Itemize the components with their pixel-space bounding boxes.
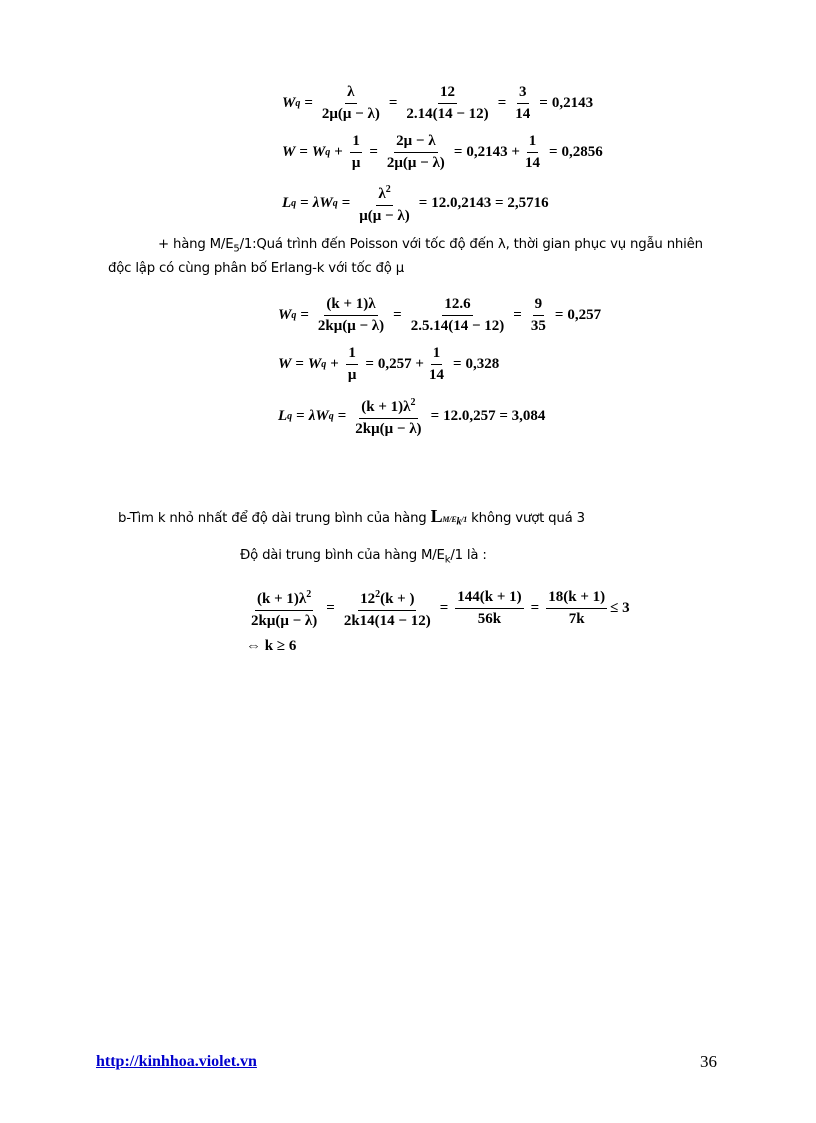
- equals: =: [304, 95, 313, 111]
- equals: =: [554, 307, 564, 323]
- text: không vượt quá 3: [471, 511, 585, 526]
- numerator: 18(k + 1): [546, 589, 607, 609]
- equals: =: [365, 356, 374, 372]
- num-text: (k + 1)λ: [257, 591, 307, 607]
- result: 0,257: [567, 307, 602, 323]
- fraction: [546, 589, 607, 628]
- equals: =: [300, 194, 309, 211]
- fraction: [529, 296, 548, 335]
- equals: =: [497, 95, 507, 111]
- equals: =: [299, 144, 308, 160]
- fraction: [342, 586, 433, 630]
- page-number: 36: [700, 1052, 717, 1071]
- num-text: 12: [360, 591, 376, 607]
- equation-wq-mm1: [282, 84, 593, 123]
- text: b-Tìm k nhỏ nhất để độ dài trung bình của hàng: [118, 511, 427, 526]
- fraction: [385, 133, 447, 172]
- numerator: 1: [527, 133, 539, 153]
- sub-text: /1: [461, 515, 468, 524]
- equals: =: [418, 194, 428, 211]
- denominator: 56k: [477, 610, 502, 627]
- denominator: 14: [428, 367, 444, 383]
- plus: +: [330, 356, 339, 372]
- result: 12.0,257 = 3,084: [443, 407, 546, 424]
- result: 0,328: [465, 356, 500, 372]
- symbol-L-sub: [442, 515, 468, 528]
- equals: =: [530, 599, 540, 616]
- var: λW: [308, 407, 329, 424]
- numerator: 2μ − λ: [394, 133, 437, 153]
- denominator: 2μ(μ − λ): [321, 106, 380, 122]
- paragraph-mean-length: [240, 548, 487, 566]
- fraction: [409, 296, 507, 335]
- denominator: 14: [515, 106, 531, 122]
- denominator: 14: [524, 155, 540, 171]
- var: W: [282, 95, 296, 111]
- fraction: [346, 345, 359, 384]
- var: L: [282, 194, 292, 211]
- num-text: λ: [378, 186, 386, 202]
- plus: +: [334, 144, 343, 160]
- equals: =: [430, 407, 440, 424]
- var: W: [282, 144, 296, 160]
- equals: =: [295, 356, 304, 372]
- result: 12.0,2143 = 2,5716: [431, 194, 549, 211]
- denominator: 2.14(14 − 12): [406, 106, 489, 122]
- numerator: 12: [438, 84, 457, 104]
- term: 0,257 +: [377, 356, 424, 372]
- denominator: μ: [351, 155, 361, 171]
- paragraph-erlang-line1: [158, 237, 703, 255]
- var: W: [278, 356, 292, 372]
- equals: =: [341, 194, 351, 211]
- fraction: [316, 296, 386, 335]
- var-sub: q: [321, 359, 327, 370]
- numerator: 12.6: [442, 296, 472, 316]
- exponent: 2: [375, 589, 381, 600]
- var: W: [307, 356, 322, 372]
- symbol-L: L: [430, 506, 443, 526]
- equals: =: [439, 599, 449, 616]
- denominator: 2.5.14(14 − 12): [410, 318, 505, 334]
- numerator: [255, 586, 313, 611]
- numerator: (k + 1)λ: [324, 296, 377, 316]
- conclusion: [246, 638, 296, 655]
- equals: =: [296, 407, 305, 424]
- numerator: 1: [431, 345, 443, 365]
- var: L: [278, 407, 288, 424]
- numerator: 9: [533, 296, 545, 316]
- conclusion-text: ⇔ k ≥ 6: [246, 638, 297, 654]
- subscript: k: [444, 554, 451, 566]
- denominator: 2kμ(μ − λ): [355, 421, 422, 437]
- denominator: μ(μ − λ): [359, 208, 410, 224]
- denominator: 7k: [568, 610, 585, 627]
- exponent: 2: [410, 397, 416, 408]
- var-sub: q: [332, 197, 338, 209]
- paragraph-part-b: [118, 506, 585, 528]
- equals: =: [539, 95, 548, 111]
- denominator: 35: [530, 318, 546, 334]
- equals: =: [548, 144, 558, 160]
- numerator: [376, 181, 392, 206]
- numerator: 3: [517, 84, 529, 104]
- var-sub: q: [328, 410, 334, 422]
- var-sub: q: [291, 197, 297, 209]
- fraction: [357, 181, 411, 225]
- numerator: [358, 586, 416, 611]
- denominator: 2kμ(μ − λ): [251, 613, 318, 629]
- equation-wq-mek1: [278, 296, 601, 335]
- equals: =: [337, 407, 347, 424]
- inequality-k: [246, 586, 630, 630]
- inequality-tail: ≤ 3: [610, 599, 630, 616]
- equals: =: [300, 307, 309, 323]
- equation-w-mek1: [278, 345, 499, 384]
- result: 0,2856: [561, 144, 603, 160]
- var: W: [278, 307, 292, 323]
- equals: =: [393, 307, 402, 323]
- text: Độ dài trung bình của hàng M/E: [240, 548, 445, 563]
- fraction: [353, 394, 423, 438]
- exponent: 2: [306, 589, 312, 600]
- result: 0,2143: [551, 95, 594, 111]
- var-sub: q: [287, 410, 293, 422]
- var: λW: [312, 194, 333, 211]
- fraction: [404, 84, 490, 123]
- fraction: [350, 133, 363, 172]
- text: /1:Quá trình đến Poisson với tốc độ đến λ, thời gian phục vụ ngẫu nhiên: [239, 237, 703, 252]
- fraction: [523, 133, 542, 172]
- numerator: 1: [346, 345, 358, 365]
- paragraph-erlang-line2: độc lập có cùng phân bố Erlang-k với tốc độ μ: [108, 261, 404, 276]
- fraction: [513, 84, 532, 123]
- num-text: (k + ): [380, 591, 415, 607]
- equation-lq-mek1: [278, 394, 545, 438]
- denominator: 2k14(14 − 12): [343, 613, 431, 629]
- equals: =: [388, 95, 398, 111]
- equals: =: [369, 144, 378, 160]
- var-sub: q: [291, 310, 297, 321]
- var-sub: q: [325, 147, 331, 158]
- fraction: [455, 589, 523, 628]
- exponent: 2: [385, 184, 391, 195]
- fraction: [320, 84, 382, 123]
- var: W: [311, 144, 326, 160]
- fraction: [249, 586, 319, 630]
- term: 0,2143 +: [466, 144, 520, 160]
- numerator: λ: [345, 84, 356, 104]
- subscript: 5: [233, 243, 240, 255]
- equation-lq-mm1: [282, 181, 549, 225]
- equals: =: [513, 307, 522, 323]
- denominator: μ: [347, 367, 357, 383]
- denominator: 2kμ(μ − λ): [317, 318, 385, 334]
- footer-link[interactable]: http://kinhhoa.violet.vn: [96, 1053, 257, 1070]
- equals: =: [453, 144, 463, 160]
- fraction: [427, 345, 446, 384]
- numerator: [359, 394, 417, 419]
- var-sub: q: [295, 98, 301, 109]
- numerator: 1: [350, 133, 362, 153]
- sub-text: k: [456, 516, 462, 528]
- denominator: 2μ(μ − λ): [386, 155, 445, 171]
- equals: =: [326, 599, 335, 616]
- num-text: (k + 1)λ: [361, 399, 411, 415]
- text: + hàng M/E: [158, 237, 234, 252]
- numerator: 144(k + 1): [455, 589, 523, 609]
- equation-w-mm1: [282, 133, 603, 172]
- sub-text: M/E: [442, 515, 457, 524]
- equals: =: [452, 356, 462, 372]
- text: /1 là :: [450, 548, 487, 563]
